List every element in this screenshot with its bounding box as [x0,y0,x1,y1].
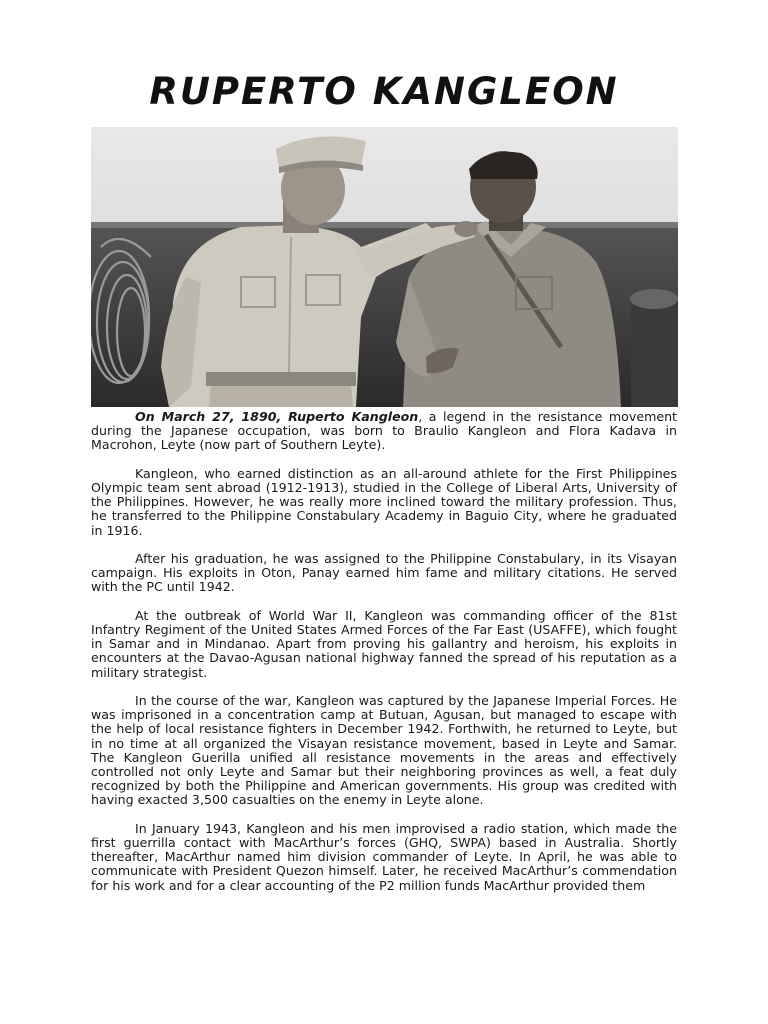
paragraph-education: Kangleon, who earned distinction as an all-around athlete for the First Philippines Olympic team sent abroad (1912-1913), studied in the College of Liberal Arts, University of the Philippines. However, he was really more inclined toward the military profession. Thus, he transferred to the Philippine Constabulary Academy in Baguio City, where he graduated in 1916. [91,465,677,538]
historical-photo [91,127,678,407]
paragraph-world-war: At the outbreak of World War II, Kangleon was commanding officer of the 81st Infantry Regiment of the United States Armed Forces of the Far East (USAFFE), which fought in Samar and in Mindanao. Apart from proving his gallantry and heroism, his exploits in encounters at the Davao-Agusan national highway fanned the spread of his reputation as a military strategist. [91,607,677,680]
article-body [91,410,677,907]
document-title: RUPERTO KANGLEON [149,70,619,113]
paragraph-birth [91,410,677,453]
paragraph-radio: In January 1943, Kangleon and his men improvised a radio station, which made the first guerrilla contact with MacArthur’s forces (GHQ, SWPA) based in Australia. Shortly thereafter, MacArthur named him division commander of Leyte. In April, he was able to communicate with President Quezon himself. Later, he received MacArthur’s commendation for his work and for a clear accounting of the P2 million funds MacArthur provided them [91,820,677,893]
paragraph-lead: On March 27, 1890, Ruperto Kangleon [135,409,419,424]
paragraph-guerrilla: In the course of the war, Kangleon was captured by the Japanese Imperial Forces. He was imprisoned in a concentration camp at Butuan, Agusan, but managed to escape with the help of local resistance fighters in December 1942. Forthwith, he returned to Leyte, but in no time at all organized the Visayan resistance movement, based in Leyte and Samar. The Kangleon Guerilla unified all resistance movements in the areas and effectively controlled not only Leyte and Samar but their neighboring provinces as well, a feat duly recognized by both the Philippine and American governments. His group was credited with having exacted 3,500 casualties on the enemy in Leyte alone. [91,693,677,808]
paragraph-constabulary: After his graduation, he was assigned to the Philippine Constabulary, in its Visayan campaign. His exploits in Oton, Panay earned him fame and military citations. He served with the PC until 1942. [91,551,677,595]
paragraph-text: , a legend in the resistance movement during the Japanese occupation, was born to Braulio Kangleon and Flora Kadava in Macrohon, Leyte (now part of Southern Leyte). [91,409,677,453]
